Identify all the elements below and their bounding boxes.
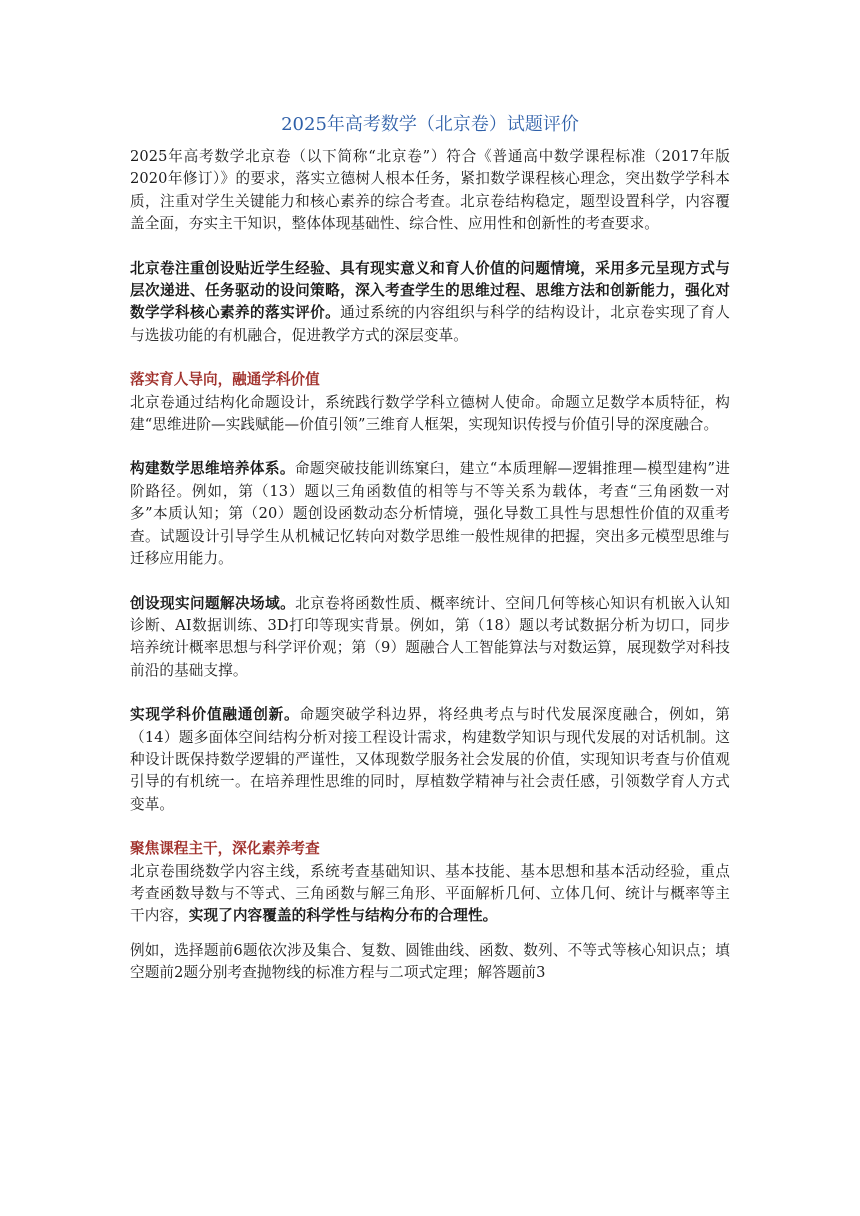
curriculum-text: 北京卷围绕数学内容主线，系统考查基础知识、基本技能、基本思想和基本活动经验，重点考查函数导数与不等式、三角函数与解三角形、平面解析几何、立体几何、统计与概率等主干内容，: [130, 862, 730, 925]
value-bold-lead: 实现学科价值融通创新。: [130, 706, 300, 724]
reality-text: 北京卷将函数性质、概率统计、空间几何等核心知识有机嵌入认知诊断、AI数据训练、3D打印等现实背景。例如，第（18）题以考试数据分析为切口，同步培养统计概率思想与科学评价观；第（9）题融合人工智能算法与对数运算，展现数学对科技前沿的基础支撑。: [130, 594, 730, 679]
section-heading-curriculum: 聚焦课程主干，深化素养考查: [130, 840, 320, 858]
example-paragraph: 例如，选择题前6题依次涉及集合、复数、圆锥曲线、函数、数列、不等式等核心知识点；填空题前2题分别考查抛物线的标准方程与二项式定理；解答题前3: [130, 941, 730, 982]
intro-paragraph: 2025年高考数学北京卷（以下简称“北京卷”）符合《普通高中数学课程标准（2017年版2020年修订）》的要求，落实立德树人根本任务，紧扣数学课程核心理念，突出数学学科本质，注重对学生关键能力和核心素养的综合考查。北京卷结构稳定，题型设置科学，内容覆盖全面，夯实主干知识，整体体现基础性、综合性、应用性和创新性的考查要求。: [130, 148, 730, 233]
emphasis-bold-text: 北京卷注重创设贴近学生经验、具有现实意义和育人价值的问题情境，采用多元呈现方式与层次递进、任务驱动的设问策略，深入考查学生的思维过程、思维方法和创新能力，强化对数学学科核心素养的落实评价。: [130, 259, 730, 322]
curriculum-bold-text: 实现了内容覆盖的科学性与结构分布的合理性。: [188, 907, 498, 925]
emphasis-normal-text: 通过系统的内容组织与科学的结构设计，北京卷实现了育人与选拔功能的有机融合，促进教学方式的深层变革。: [130, 304, 730, 344]
reality-bold-lead: 创设现实问题解决场域。: [130, 594, 296, 612]
thinking-text: 命题突破技能训练窠臼，建立“本质理解—逻辑推理—模型建构”进阶路径。例如，第（13）题以三角函数值的相等与不等关系为载体，考查“三角函数一对多”本质认知；第（20）题创设函数动态分析情境，强化导数工具性与思想性价值的双重考查。试题设计引导学生从机械记忆转向对数学思维一般性规律的把握，突出多元模型思维与迁移应用能力。: [130, 460, 730, 568]
thinking-paragraph: [130, 458, 730, 570]
section-education-paragraph: 北京卷通过结构化命题设计，系统践行数学学科立德树人使命。命题立足数学本质特征，构建“思维进阶—实践赋能—价值引领”三维育人框架，实现知识传授与价值引导的深度融合。: [130, 393, 730, 434]
document-title: 2025年高考数学（北京卷）试题评价: [281, 114, 579, 135]
section-curriculum-paragraph: [130, 861, 730, 928]
section-heading-education: 落实育人导向，融通学科价值: [130, 371, 320, 389]
value-text: 命题突破学科边界，将经典考点与时代发展深度融合，例如，第（14）题多面体空间结构分析对接工程设计需求，构建数学知识与现代发展的对话机制。这种设计既保持数学逻辑的严谨性，又体现数学服务社会发展的价值，实现知识考查与价值观引导的有机统一。在培养理性思维的同时，厚植数学精神与社会责任感，引领数学育人方式变革。: [130, 706, 730, 813]
document-page: [130, 112, 730, 985]
value-paragraph: [130, 704, 730, 816]
emphasis-paragraph: [130, 258, 730, 348]
thinking-bold-lead: 构建数学思维培养体系。: [130, 460, 295, 478]
reality-paragraph: [130, 593, 730, 683]
